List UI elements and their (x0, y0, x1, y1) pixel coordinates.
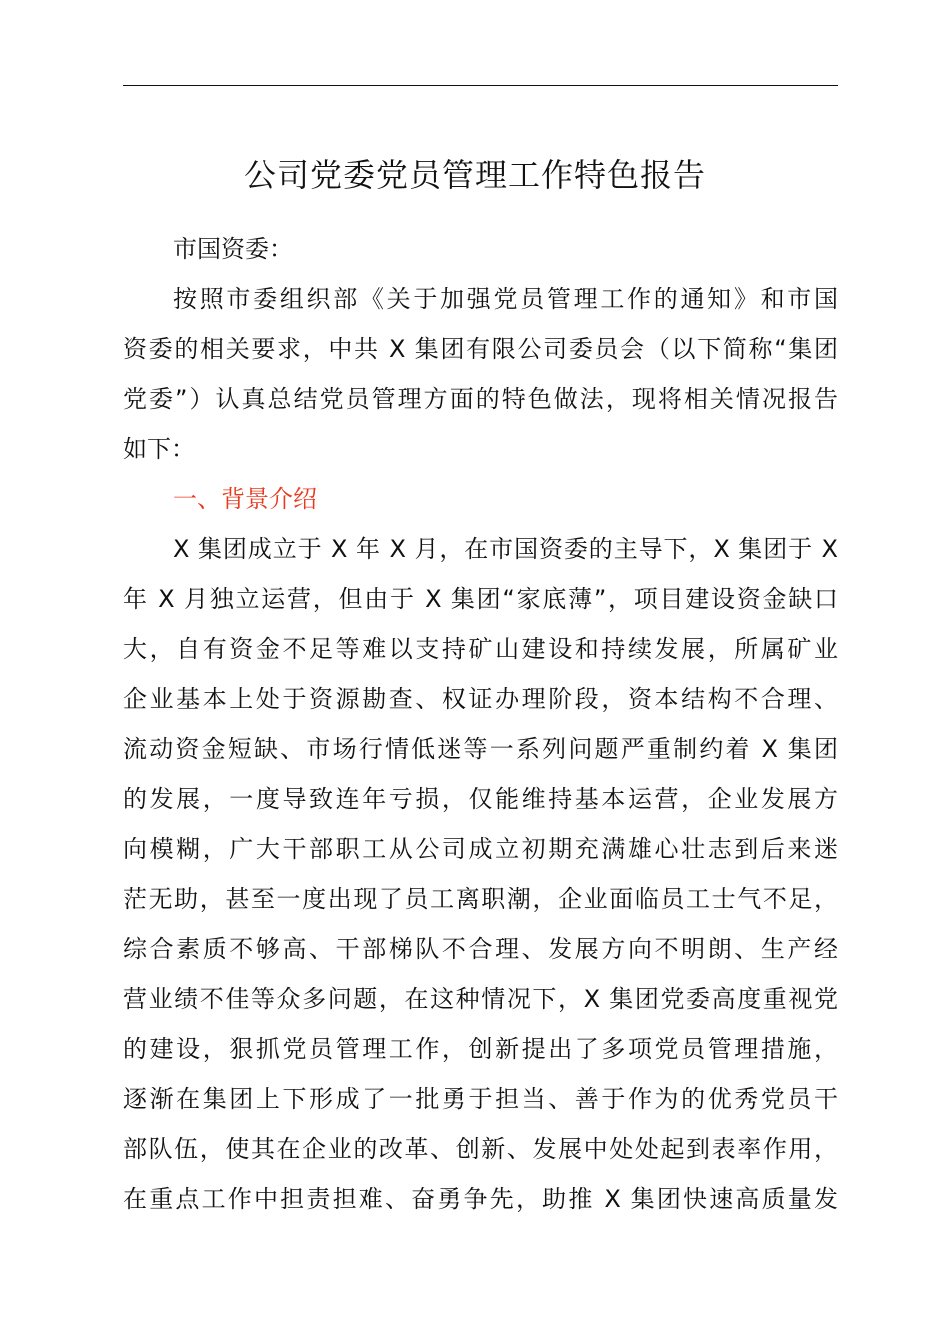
section-line: 部队伍，使其在企业的改革、创新、发展中处处起到表率作用， (123, 1135, 838, 1163)
section-line: 综合素质不够高、干部梯队不合理、发展方向不明朗、生产经 (123, 935, 838, 963)
header-rule (123, 85, 838, 86)
section-line: 大，自有资金不足等难以支持矿山建设和持续发展，所属矿业 (123, 635, 838, 663)
section-line: 逐渐在集团上下形成了一批勇于担当、善于作为的优秀党员干 (123, 1085, 838, 1113)
intro-line: 如下： (123, 435, 195, 463)
section-line: 流动资金短缺、市场行情低迷等一系列问题严重制约着 X 集团 (123, 735, 838, 763)
section-line: 的发展，一度导致连年亏损，仅能维持基本运营，企业发展方 (123, 785, 838, 813)
document-body (123, 224, 838, 1224)
section-line: 企业基本上处于资源勘查、权证办理阶段，资本结构不合理、 (123, 685, 838, 713)
section-line: 在重点工作中担责担难、奋勇争先，助推 X 集团快速高质量发 (123, 1185, 838, 1213)
intro-line: 按照市委组织部《关于加强党员管理工作的通知》和市国 (173, 285, 838, 313)
section-line: 向模糊，广大干部职工从公司成立初期充满雄心壮志到后来迷 (123, 835, 838, 863)
intro-line: 党委”）认真总结党员管理方面的特色做法，现将相关情况报告 (123, 385, 838, 413)
document-title: 公司党委党员管理工作特色报告 (243, 156, 706, 194)
salutation: 市国资委： (173, 235, 293, 263)
intro-line: 资委的相关要求，中共 X 集团有限公司委员会（以下简称“集团 (123, 335, 838, 363)
section-line: 营业绩不佳等众多问题，在这种情况下，X 集团党委高度重视党 (123, 985, 838, 1013)
section-line: 茫无助，甚至一度出现了员工离职潮，企业面临员工士气不足， (123, 885, 838, 913)
section-line: X 集团成立于 X 年 X 月，在市国资委的主导下，X 集团于 X (173, 535, 838, 563)
section-line: 的建设，狠抓党员管理工作，创新提出了多项党员管理措施， (123, 1035, 838, 1063)
section-heading: 一、背景介绍 (173, 485, 317, 513)
section-line: 年 X 月独立运营，但由于 X 集团“家底薄”，项目建设资金缺口 (123, 585, 838, 613)
